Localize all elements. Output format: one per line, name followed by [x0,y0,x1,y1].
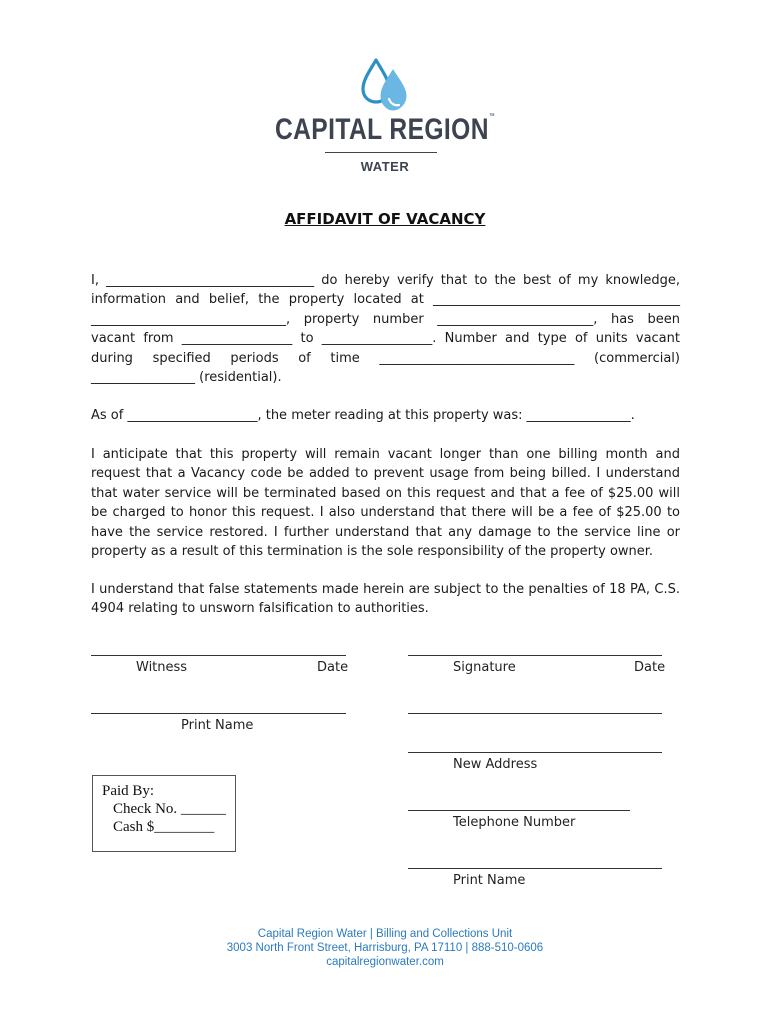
cash-amount-field: Cash $________ [113,819,215,835]
witness-label: Witness [136,660,188,675]
witness-print-name-line[interactable] [91,713,346,714]
paragraph-declaration: I, ________________________________ do hereby verify that to the best of my knowledge, information and belief, the property located at ______________________________________ ______________________________, property number ________________________, has been vacant from _________________ to _________________. Number and type of units vacant during specified periods of time ______________________________ (commercial) ________________ (residential). [91,273,680,386]
footer [0,927,770,969]
trademark-mark: ™ [488,113,496,120]
brand-subtitle: WATER [360,159,410,174]
witness-print-name-label: Print Name [181,718,254,733]
paid-by-box [92,775,236,852]
footer-website-link[interactable]: capitalregionwater.com [326,956,444,968]
brand-divider [325,152,437,153]
brand-name: CAPITAL REGION™ [274,113,496,146]
footer-department: Capital Region Water | Billing and Collections Unit [257,928,513,940]
address-line-2[interactable] [408,752,662,753]
water-drops-logo-icon [360,58,410,114]
witness-signature-line[interactable] [91,655,346,656]
owner-print-name-label: Print Name [453,873,526,888]
paragraph-terms: I anticipate that this property will remain vacant longer than one billing month and request that a Vacancy code be added to prevent usage from being billed. I understand that water service will be terminated based on this request and that a fee of $25.00 will be charged to honor this request. I also understand that there will be a fee of $25.00 to have the service restored. I further understand that any damage to the service line or property as a result of this termination is the sole responsibility of the property owner. [91,447,680,560]
witness-date-label: Date [317,660,349,675]
check-number-field: Check No. ______ [113,801,226,817]
address-line-1[interactable] [408,713,662,714]
document-title: AFFIDAVIT OF VACANCY [284,210,486,228]
signature-date-label: Date [634,660,666,675]
footer-address-phone: 3003 North Front Street, Harrisburg, PA 17110 | 888-510-0606 [226,942,544,954]
signature-label: Signature [453,660,516,675]
telephone-line[interactable] [408,810,630,811]
new-address-label: New Address [453,757,538,772]
paragraph-penalties: I understand that false statements made herein are subject to the penalties of 18 PA, C.S. 4904 relating to unsworn falsification to authorities. [91,582,680,617]
paragraph-meter-reading: As of ____________________, the meter reading at this property was: ________________. [91,408,635,423]
paid-by-label: Paid By: [102,783,155,799]
telephone-label: Telephone Number [453,815,576,830]
owner-print-name-line[interactable] [408,868,662,869]
owner-signature-line[interactable] [408,655,662,656]
